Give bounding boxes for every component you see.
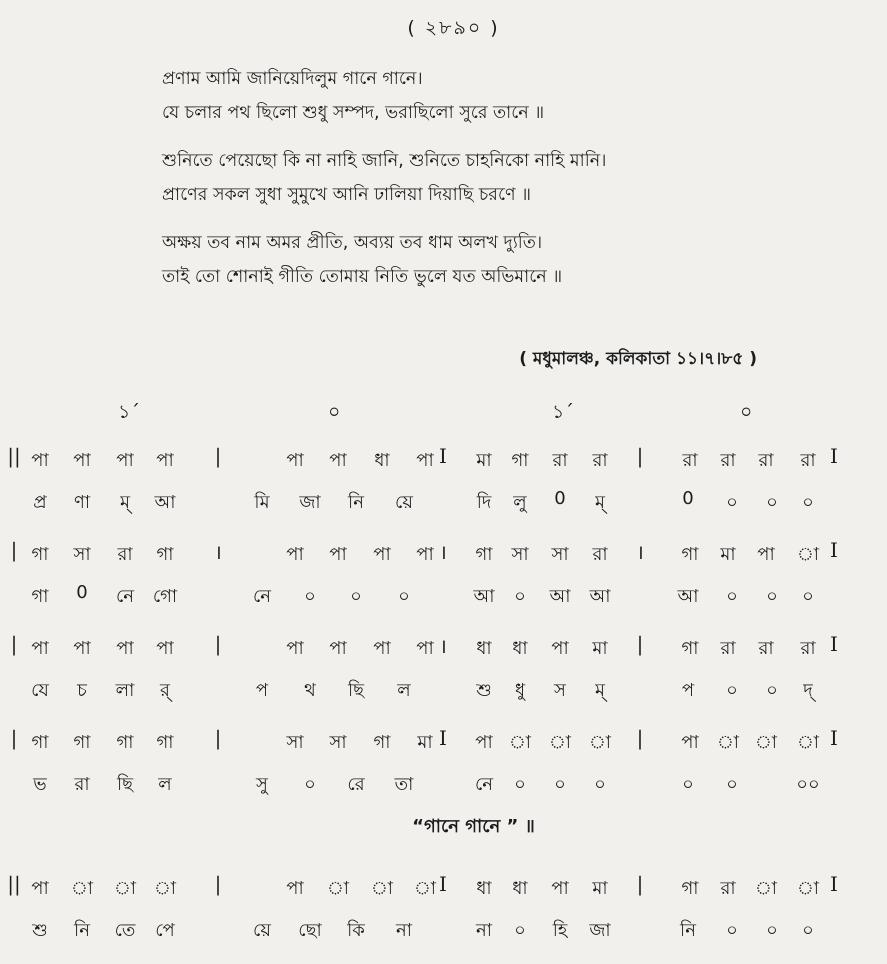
syllable: ০ <box>726 586 738 607</box>
bar-line: । <box>214 540 222 564</box>
note: গা <box>116 732 134 753</box>
note: পা <box>681 732 699 753</box>
note: গা <box>373 732 391 753</box>
bar-line: | <box>214 726 222 750</box>
note-row <box>0 440 887 482</box>
note: রা <box>800 638 816 659</box>
note: পা <box>373 638 391 659</box>
bar-line-open: | <box>10 726 18 750</box>
syllable: নে <box>474 774 494 795</box>
syllable: আ <box>549 586 571 607</box>
beat-mark: ১´ <box>552 401 574 423</box>
note: পা <box>73 450 91 471</box>
syllable: ০ <box>594 774 606 795</box>
syllable: ছো <box>298 920 322 941</box>
note: া <box>548 732 572 753</box>
syllable: সু <box>256 774 268 795</box>
note: া <box>370 878 394 899</box>
syllable: ০ <box>802 586 814 607</box>
syllable-row <box>0 764 887 806</box>
syllable: ০ <box>802 492 814 513</box>
lyric-line: যে চলার পথ ছিলো শুধু সম্পদ, ভরাছিলো সুরে তানে ॥ <box>162 103 545 123</box>
note: পা <box>31 878 49 899</box>
syllable: জা <box>589 920 611 941</box>
note: পা <box>286 638 304 659</box>
bar-line: | <box>636 632 644 656</box>
note: া <box>796 544 820 565</box>
source-credit: ( মধুমালঞ্চ, কলিকাতা ১১।৭।৮৫ ) <box>519 349 757 369</box>
syllable-row <box>0 910 887 952</box>
syllable: নি <box>680 920 696 941</box>
note: সা <box>73 544 91 565</box>
note: মা <box>476 450 492 471</box>
syllable: শু <box>32 920 48 941</box>
syllable: 0 <box>76 582 88 603</box>
bar-line: | <box>636 726 644 750</box>
syllable: ম্ <box>120 492 130 513</box>
note: পা <box>757 544 775 565</box>
note: া <box>754 732 778 753</box>
syllable: নি <box>74 920 90 941</box>
lyric-line: প্রাণের সকল সুধা সুমুখে আনি ঢালিয়া দিয়াছি চরণে ॥ <box>162 185 532 205</box>
bar-line-close: I <box>830 444 838 468</box>
syllable: থ <box>304 680 316 701</box>
syllable: রে <box>347 774 365 795</box>
bar-line: I <box>439 444 447 468</box>
note: রা <box>552 450 568 471</box>
syllable: মি <box>254 492 270 513</box>
note: রা <box>758 450 774 471</box>
bar-line-close: I <box>830 872 838 896</box>
note: পা <box>116 450 134 471</box>
note: রা <box>720 450 736 471</box>
note: রা <box>682 450 698 471</box>
syllable: যে <box>31 680 49 701</box>
syllable: দি <box>476 492 492 513</box>
bar-line: । <box>636 540 644 564</box>
syllable: জা <box>299 492 321 513</box>
note: পা <box>416 638 434 659</box>
note: রা <box>720 638 736 659</box>
syllable: ০ <box>766 492 778 513</box>
syllable: ০ <box>304 774 316 795</box>
song-number: ( ২৮৯০ ) <box>407 17 500 39</box>
note: পা <box>286 544 304 565</box>
note: গা <box>681 544 699 565</box>
syllable: ০ <box>726 492 738 513</box>
note: া <box>588 732 612 753</box>
syllable: প <box>255 680 269 701</box>
note: পা <box>286 450 304 471</box>
note: গা <box>73 732 91 753</box>
lyric-line: প্রণাম আমি জানিয়েদিলুম গানে গানে। <box>162 69 423 89</box>
note: রা <box>800 450 816 471</box>
note: পা <box>416 544 434 565</box>
syllable: গো <box>152 586 178 607</box>
lyric-line: তাই তো শোনাই গীতি তোমায় নিতি ভুলে যত অভিমানে ॥ <box>162 267 563 287</box>
note: গা <box>156 544 174 565</box>
note: সা <box>286 732 304 753</box>
note: ধা <box>476 878 492 899</box>
bar-line: | <box>636 872 644 896</box>
syllable: শু <box>476 680 492 701</box>
syllable: ম্ <box>595 680 605 701</box>
syllable: ০ <box>304 586 316 607</box>
bar-line: | <box>214 872 222 896</box>
syllable: তা <box>394 774 414 795</box>
notation-staff <box>0 440 887 816</box>
note: ধা <box>374 450 390 471</box>
note-row <box>0 722 887 764</box>
note: া <box>113 878 137 899</box>
syllable-row <box>0 482 887 524</box>
lyrics-block <box>162 64 862 296</box>
bar-line: I <box>439 726 447 750</box>
note: পা <box>329 544 347 565</box>
note: সা <box>511 544 529 565</box>
syllable: আ <box>473 586 495 607</box>
note: পা <box>286 878 304 899</box>
lyric-line: অক্ষয় তব নাম অমর প্রীতি, অব্যয় তব ধাম অলখ দ্যুতি। <box>162 233 543 253</box>
note: মা <box>720 544 736 565</box>
syllable: প <box>681 680 695 701</box>
syllable: ০ <box>766 920 778 941</box>
bar-line-open: || <box>7 872 21 896</box>
note: ধা <box>512 878 528 899</box>
note: পা <box>156 450 174 471</box>
syllable: তে <box>114 920 136 941</box>
syllable: ০ <box>398 586 410 607</box>
syllable: কি <box>347 920 365 941</box>
note: মা <box>417 732 433 753</box>
bar-line-open: | <box>10 632 18 656</box>
syllable: না <box>476 920 492 941</box>
syllable: লু <box>513 492 527 513</box>
note: রা <box>592 544 608 565</box>
note-row <box>0 534 887 576</box>
note: া <box>716 732 740 753</box>
syllable: ল <box>158 774 172 795</box>
syllable: দ্ <box>803 680 813 701</box>
bar-line: | <box>214 632 222 656</box>
note: গা <box>511 450 529 471</box>
syllable: 0 <box>682 488 694 509</box>
bar-line-open: || <box>7 444 21 468</box>
syllable: ধু <box>514 680 526 701</box>
syllable: 0 <box>554 488 566 509</box>
syllable-row <box>0 576 887 618</box>
note: গা <box>681 878 699 899</box>
note-row <box>0 868 887 910</box>
note: রা <box>720 878 736 899</box>
note: া <box>796 878 820 899</box>
bar-line-close: I <box>830 632 838 656</box>
bar-line-close: I <box>830 538 838 562</box>
syllable: ০ <box>514 920 526 941</box>
syllable: ০ <box>766 586 778 607</box>
bar-line: I <box>439 872 447 896</box>
syllable: ণা <box>73 492 91 513</box>
syllable: নে <box>115 586 135 607</box>
note: রা <box>117 544 133 565</box>
syllable: ভ <box>33 774 47 795</box>
syllable: ০ <box>350 586 362 607</box>
note: সা <box>551 544 569 565</box>
note: া <box>70 878 94 899</box>
note: গা <box>156 732 174 753</box>
lyric-line: শুনিতে পেয়েছো কি না নাহি জানি, শুনিতে চাহনিকো নাহি মানি। <box>162 151 607 171</box>
note: গা <box>31 732 49 753</box>
syllable: ০ <box>554 774 566 795</box>
syllable: আ <box>589 586 611 607</box>
syllable: ০ <box>766 680 778 701</box>
note: গা <box>31 544 49 565</box>
syllable: ছি <box>347 680 365 701</box>
note: পা <box>475 732 493 753</box>
syllable: ম্ <box>595 492 605 513</box>
syllable: ল <box>397 680 411 701</box>
note: গা <box>681 638 699 659</box>
bar-line: । <box>439 634 447 658</box>
note: ধা <box>512 638 528 659</box>
note: পা <box>156 638 174 659</box>
note: পা <box>31 450 49 471</box>
syllable: য়ে <box>395 492 413 513</box>
note: ধা <box>476 638 492 659</box>
bar-line: | <box>214 444 222 468</box>
syllable: ০ <box>726 920 738 941</box>
note: া <box>413 878 437 899</box>
syllable: হি <box>552 920 568 941</box>
syllable: লা <box>115 680 135 701</box>
note: রা <box>758 638 774 659</box>
bar-line-close: I <box>830 726 838 750</box>
note: পা <box>73 638 91 659</box>
syllable: আ <box>677 586 699 607</box>
notation-staff-second <box>0 868 887 962</box>
syllable: র্ <box>160 680 170 701</box>
note: পা <box>416 450 434 471</box>
syllable: ০ <box>726 680 738 701</box>
note: মা <box>592 878 608 899</box>
note: া <box>508 732 532 753</box>
beat-marks <box>0 398 887 432</box>
syllable: ছি <box>116 774 134 795</box>
syllable: প্র <box>33 492 47 513</box>
note: পা <box>329 638 347 659</box>
syllable: আ <box>154 492 176 513</box>
note: পা <box>31 638 49 659</box>
note: পা <box>551 638 569 659</box>
syllable: নে <box>252 586 272 607</box>
syllable: নি <box>348 492 364 513</box>
note-row <box>0 628 887 670</box>
syllable: স <box>554 680 566 701</box>
syllable: গা <box>31 586 49 607</box>
note: পা <box>116 638 134 659</box>
syllable: না <box>396 920 412 941</box>
beat-mark: ০ <box>328 401 341 423</box>
syllable: ০ <box>726 774 738 795</box>
bar-line: । <box>439 540 447 564</box>
bar-line: | <box>636 444 644 468</box>
syllable: চ <box>77 680 87 701</box>
note: মা <box>592 638 608 659</box>
syllable: ০ <box>514 586 526 607</box>
note: সা <box>329 732 347 753</box>
beat-mark: ০ <box>740 401 753 423</box>
bar-line-open: | <box>10 538 18 562</box>
syllable: ০ <box>514 774 526 795</box>
syllable: রা <box>74 774 90 795</box>
syllable: ০ <box>682 774 694 795</box>
note: গা <box>475 544 493 565</box>
note: া <box>796 732 820 753</box>
note: পা <box>373 544 391 565</box>
note: া <box>326 878 350 899</box>
syllable: য়ে <box>253 920 271 941</box>
refrain-label: “গানে গানে ” ॥ <box>412 816 535 837</box>
note: রা <box>592 450 608 471</box>
note: পা <box>329 450 347 471</box>
syllable-row <box>0 670 887 712</box>
beat-mark: ১´ <box>118 401 140 423</box>
note: া <box>153 878 177 899</box>
syllable: ০ <box>802 920 814 941</box>
syllable: ০০ <box>796 774 820 795</box>
note: পা <box>551 878 569 899</box>
syllable: পে <box>155 920 175 941</box>
note: া <box>754 878 778 899</box>
